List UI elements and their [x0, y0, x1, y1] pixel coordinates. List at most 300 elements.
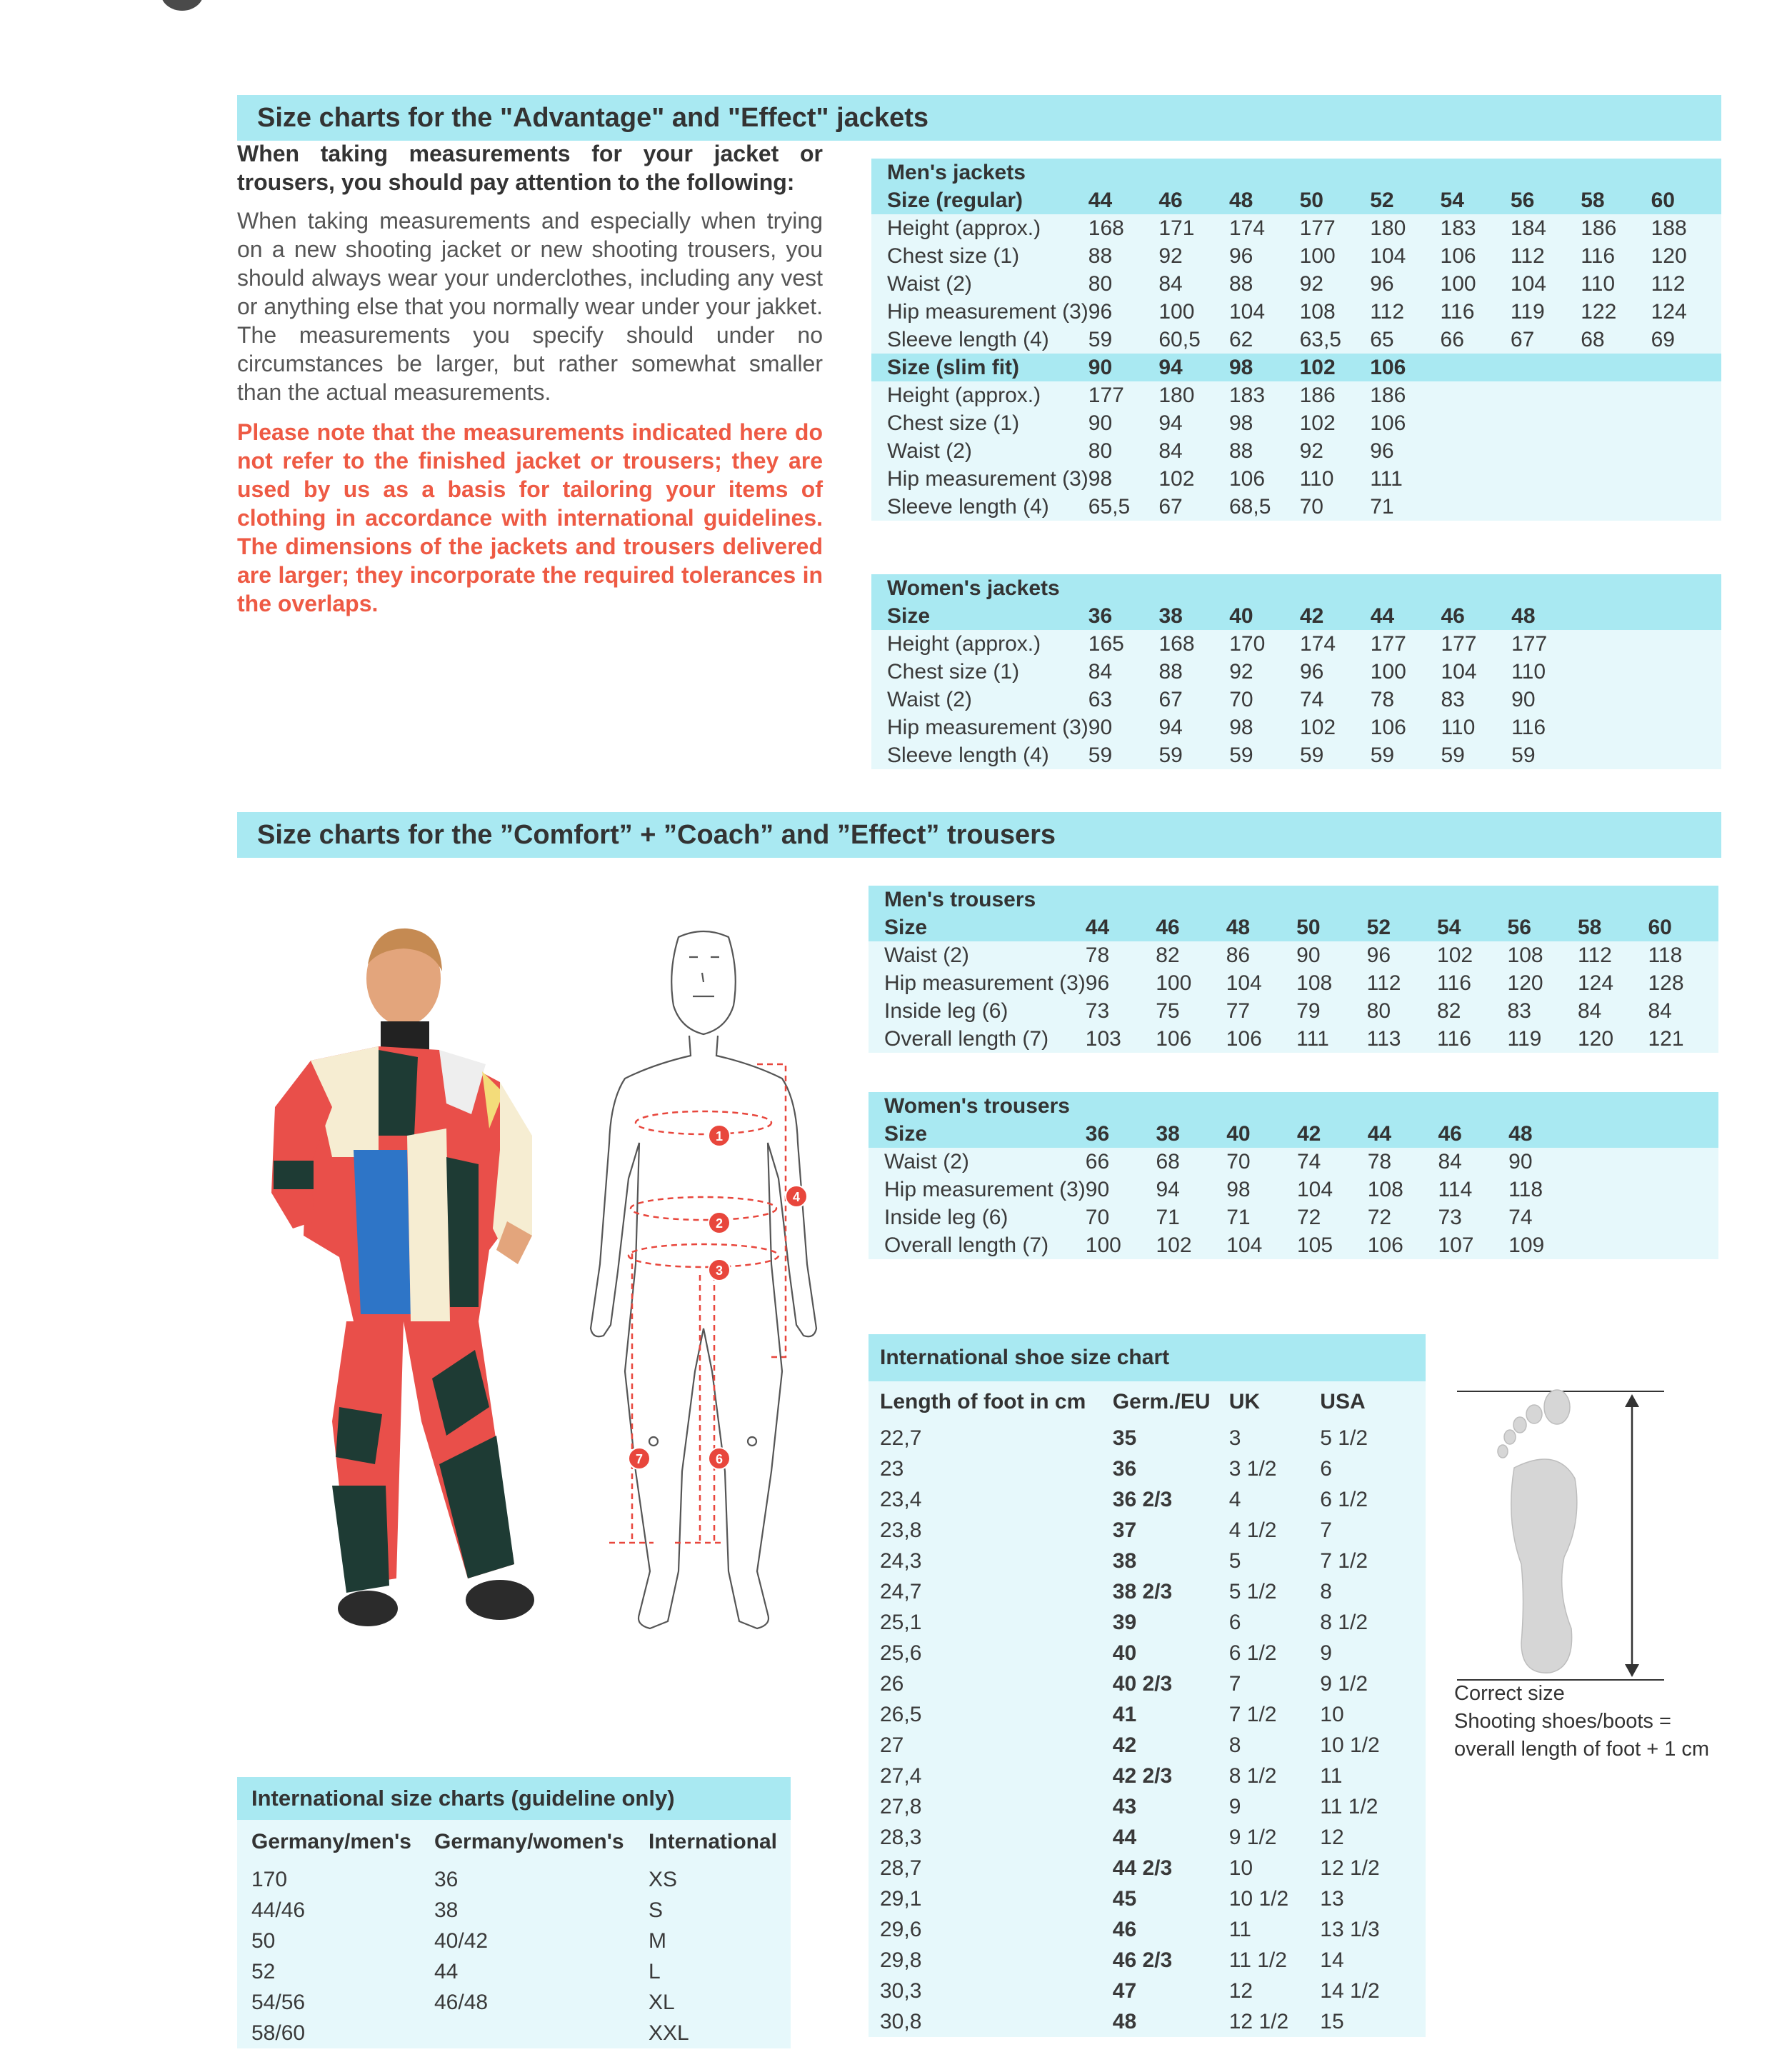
- cell: 183: [1229, 381, 1300, 409]
- size-header: 44: [1371, 602, 1441, 630]
- row-label: Hip measurement (3): [869, 1176, 1086, 1203]
- cell: 39: [1112, 1610, 1137, 1634]
- table-row: [869, 1203, 1718, 1231]
- cell: 67: [1511, 326, 1581, 354]
- cell: 6 1/2: [1228, 1641, 1277, 1665]
- table-row: [237, 1864, 791, 1895]
- cell: 108: [1368, 1176, 1438, 1203]
- size-header: 50: [1300, 186, 1371, 214]
- size-header: 102: [1300, 354, 1371, 381]
- footprint-icon: [1498, 1390, 1577, 1673]
- cell: 108: [1300, 298, 1371, 326]
- cell: 98: [1226, 1176, 1297, 1203]
- cell: 184: [1511, 214, 1581, 242]
- cell: 116: [1511, 714, 1582, 741]
- row-label: Chest size (1): [871, 658, 1088, 686]
- cell: 84: [1648, 997, 1718, 1025]
- cell: 3 1/2: [1228, 1456, 1277, 1481]
- cell: 98: [1229, 714, 1300, 741]
- cell: 38: [434, 1898, 459, 1922]
- cell: M: [649, 1928, 666, 1953]
- cell: 36 2/3: [1112, 1487, 1173, 1511]
- cell: 37: [1112, 1518, 1137, 1542]
- cell: 80: [1367, 997, 1437, 1025]
- cell: 59: [1159, 741, 1230, 769]
- cell: 41: [1112, 1702, 1137, 1726]
- cell: 30,3: [880, 1978, 922, 2003]
- cell: 96: [1367, 941, 1437, 969]
- cell: 24,7: [880, 1579, 922, 1603]
- row-label: Height (approx.): [871, 214, 1088, 242]
- inside-leg-line: [700, 1275, 714, 1543]
- cell: 90: [1088, 409, 1159, 437]
- cell: 170: [251, 1867, 288, 1891]
- cell: 59: [1088, 326, 1159, 354]
- cell: 5 1/2: [1320, 1426, 1368, 1450]
- table-row: [871, 686, 1721, 714]
- international-size-chart: [237, 1777, 791, 2048]
- cell: 96: [1088, 298, 1159, 326]
- size-header: 48: [1508, 1120, 1579, 1148]
- measurement-instructions: [237, 139, 823, 618]
- cell: XL: [649, 1990, 675, 2014]
- cell: 4 1/2: [1228, 1518, 1277, 1542]
- cell: 8 1/2: [1228, 1763, 1277, 1788]
- cell: 88: [1229, 437, 1300, 465]
- cell: 67: [1158, 493, 1229, 521]
- cell: 116: [1581, 242, 1651, 270]
- cell: XS: [649, 1867, 678, 1891]
- cell: 106: [1368, 1231, 1438, 1259]
- cell: 90: [1511, 686, 1582, 714]
- cell: 92: [1229, 658, 1300, 686]
- cell: 65: [1370, 326, 1440, 354]
- cell: 102: [1158, 465, 1229, 493]
- cell: 186: [1581, 214, 1651, 242]
- cell: 102: [1300, 714, 1371, 741]
- cell: 25,6: [880, 1641, 922, 1665]
- row-label: Waist (2): [871, 686, 1088, 714]
- cell: 78: [1371, 686, 1441, 714]
- cell: 46 2/3: [1112, 1948, 1173, 1972]
- jackets-section-title: Size charts for the "Advantage" and "Effect" jackets: [237, 95, 1721, 141]
- row-label: Waist (2): [871, 437, 1088, 465]
- row-label: Hip measurement (3): [871, 714, 1088, 741]
- cell: 7: [1228, 1671, 1241, 1696]
- cell: 27: [880, 1733, 904, 1757]
- cell: 10: [1320, 1702, 1344, 1726]
- cell: 23,4: [880, 1487, 922, 1511]
- cell: 12 1/2: [1320, 1856, 1380, 1880]
- cell: 71: [1226, 1203, 1297, 1231]
- cell: 38: [1112, 1548, 1137, 1573]
- cell: 10 1/2: [1320, 1733, 1380, 1757]
- cell: 66: [1086, 1148, 1156, 1176]
- cell: 70: [1229, 686, 1300, 714]
- row-label: Height (approx.): [871, 381, 1088, 409]
- row-label: Sleeve length (4): [871, 493, 1088, 521]
- row-label: Overall length (7): [869, 1231, 1086, 1259]
- cell: 6 1/2: [1320, 1487, 1368, 1511]
- cell: 84: [1088, 658, 1159, 686]
- cell: XXL: [649, 2021, 689, 2045]
- cell: 186: [1300, 381, 1371, 409]
- cell: 9 1/2: [1228, 1825, 1277, 1849]
- row-label: Sleeve length (4): [871, 326, 1088, 354]
- intl-chart-title: International size charts (guideline only): [237, 1777, 791, 1820]
- table-row: [871, 658, 1721, 686]
- size-label: Size: [869, 1120, 1086, 1148]
- size-header: 50: [1296, 914, 1366, 941]
- size-header: 48: [1229, 186, 1300, 214]
- size-header: 58: [1578, 914, 1648, 941]
- cell: 177: [1511, 630, 1582, 658]
- table-row: [869, 997, 1718, 1025]
- slim-size-label: Size (slim fit): [871, 354, 1088, 381]
- instructions-body: When taking measurements and especially when trying on a new shooting jacket or new shooting trousers, you should always wear your underclothes, including any vest or anything else that you normally wear under your jakket. The measurements you specify should under no circumstances be larger, but rather somewhat smaller than the actual measurements.: [237, 208, 823, 405]
- table-row: [871, 270, 1721, 298]
- cell: 92: [1300, 437, 1371, 465]
- cell: 77: [1226, 997, 1296, 1025]
- cell: 100: [1371, 658, 1441, 686]
- size-header: 42: [1300, 602, 1371, 630]
- cell: 110: [1511, 658, 1582, 686]
- marker-label-chest: 1: [715, 1129, 724, 1143]
- table-row: [869, 941, 1718, 969]
- table-row: [869, 1945, 1426, 1976]
- cell: 30,8: [880, 2009, 922, 2033]
- cell: 46/48: [434, 1990, 489, 2014]
- row-label: Overall length (7): [869, 1025, 1086, 1053]
- size-header: 48: [1226, 914, 1296, 941]
- cell: 106: [1229, 465, 1300, 493]
- cell: 102: [1300, 409, 1371, 437]
- cell: 60,5: [1158, 326, 1229, 354]
- size-header: 36: [1086, 1120, 1156, 1148]
- size-header: 60: [1648, 914, 1718, 941]
- hip-measure-line: [629, 1244, 779, 1267]
- cell: 177: [1088, 381, 1159, 409]
- intl-size-table: [237, 1820, 791, 2048]
- size-header: 46: [1158, 186, 1229, 214]
- cell: 112: [1578, 941, 1648, 969]
- row-label: Hip measurement (3): [871, 465, 1088, 493]
- cell: 121: [1648, 1025, 1718, 1053]
- size-header: 44: [1368, 1120, 1438, 1148]
- cell: 100: [1156, 969, 1226, 997]
- cell: 108: [1296, 969, 1366, 997]
- cell: 68: [1156, 1148, 1227, 1176]
- table-row: [871, 298, 1721, 326]
- table-row: [869, 1423, 1426, 1453]
- size-label: Size: [869, 914, 1086, 941]
- marker-label-overall-length: 7: [635, 1452, 644, 1466]
- cell: 104: [1226, 1231, 1297, 1259]
- cell: 11 1/2: [1228, 1948, 1287, 1972]
- cell: 103: [1086, 1025, 1156, 1053]
- womens-trousers-table: [869, 1092, 1718, 1259]
- cell: 58/60: [251, 2021, 306, 2045]
- waist-measure-line: [631, 1197, 776, 1220]
- cell: 54/56: [251, 1990, 306, 2014]
- cell: 11 1/2: [1320, 1794, 1378, 1818]
- cell: 171: [1158, 214, 1229, 242]
- cell: 59: [1229, 741, 1300, 769]
- cell: 82: [1156, 941, 1226, 969]
- table-row: [871, 741, 1721, 769]
- cell: 94: [1156, 1176, 1227, 1203]
- cell: 118: [1648, 941, 1718, 969]
- cell: 177: [1441, 630, 1511, 658]
- cell: 183: [1441, 214, 1511, 242]
- cell: 96: [1370, 270, 1440, 298]
- row-label: Waist (2): [869, 1148, 1086, 1176]
- cell: 59: [1300, 741, 1371, 769]
- cell: 11: [1228, 1917, 1251, 1941]
- cell: 11: [1320, 1763, 1343, 1788]
- cell: 106: [1370, 409, 1440, 437]
- cell: 26: [880, 1671, 904, 1696]
- table-row: [871, 409, 1721, 437]
- cell: 116: [1437, 1025, 1507, 1053]
- table-row: [869, 1453, 1426, 1484]
- cell: 90: [1088, 714, 1159, 741]
- cell: 168: [1088, 214, 1159, 242]
- table-row: [869, 1914, 1426, 1945]
- cell: 120: [1578, 1025, 1648, 1053]
- cell: 94: [1158, 409, 1229, 437]
- cell: 124: [1578, 969, 1648, 997]
- size-header: 46: [1438, 1120, 1508, 1148]
- table-row: [869, 1515, 1426, 1546]
- cell: 12 1/2: [1228, 2009, 1289, 2033]
- shoe-size-table: [869, 1381, 1426, 2037]
- table-row: [237, 2018, 791, 2048]
- cell: 50: [251, 1928, 276, 1953]
- cell: 96: [1086, 969, 1156, 997]
- cell: 70: [1086, 1203, 1156, 1231]
- column-header: Germany/women's: [434, 1830, 624, 1853]
- cell: 78: [1368, 1148, 1438, 1176]
- figure-body: [591, 1036, 816, 1628]
- cell: 75: [1156, 997, 1226, 1025]
- cell: 74: [1508, 1203, 1579, 1231]
- cell: 96: [1229, 242, 1300, 270]
- cell: 122: [1581, 298, 1651, 326]
- cell: 120: [1651, 242, 1721, 270]
- cell: 106: [1226, 1025, 1296, 1053]
- cell: 38 2/3: [1112, 1579, 1173, 1603]
- cell: 35: [1112, 1426, 1137, 1450]
- cell: 12: [1320, 1825, 1344, 1849]
- marker-label-sleeve: 4: [792, 1190, 801, 1204]
- table-row: [869, 1668, 1426, 1699]
- cell: 66: [1441, 326, 1511, 354]
- cell: 119: [1508, 1025, 1578, 1053]
- cell: 110: [1300, 465, 1371, 493]
- table-row: [869, 1484, 1426, 1515]
- row-label: Chest size (1): [871, 242, 1088, 270]
- cell: [434, 2018, 649, 2048]
- size-header: 94: [1158, 354, 1229, 381]
- table-row: [871, 714, 1721, 741]
- cell: 109: [1508, 1231, 1579, 1259]
- caption-line: Shooting shoes/boots =: [1454, 1710, 1671, 1733]
- size-header: 90: [1088, 354, 1159, 381]
- cell: 42 2/3: [1112, 1763, 1173, 1788]
- cell: 7 1/2: [1228, 1702, 1277, 1726]
- size-header: 40: [1229, 602, 1300, 630]
- marker-label-hip: 3: [715, 1263, 724, 1278]
- cell: 67: [1159, 686, 1230, 714]
- shooter-photo: [232, 921, 568, 1678]
- table-row: [869, 1607, 1426, 1638]
- table-row: [871, 242, 1721, 270]
- chest-measure-line: [636, 1111, 771, 1134]
- size-header: 52: [1370, 186, 1440, 214]
- cell: 111: [1370, 465, 1440, 493]
- cell: 186: [1370, 381, 1440, 409]
- cell: 70: [1226, 1148, 1297, 1176]
- cell: 22,7: [880, 1426, 922, 1450]
- cell: 106: [1156, 1025, 1226, 1053]
- cell: 96: [1300, 658, 1371, 686]
- size-header: 42: [1297, 1120, 1368, 1148]
- table-row: [237, 1987, 791, 2018]
- column-header: Length of foot in cm: [880, 1390, 1086, 1413]
- foot-length-illustration: [1450, 1386, 1678, 1686]
- cell: 104: [1297, 1176, 1368, 1203]
- mens-trousers-title: Men's trousers: [869, 886, 1086, 914]
- size-header: 52: [1367, 914, 1437, 941]
- row-label: Sleeve length (4): [871, 741, 1088, 769]
- table-row: [869, 1025, 1718, 1053]
- table-row: [869, 1176, 1718, 1203]
- cell: 86: [1226, 941, 1296, 969]
- cell: 40 2/3: [1112, 1671, 1173, 1696]
- cell: 28,3: [880, 1825, 922, 1849]
- cell: 90: [1296, 941, 1366, 969]
- cell: 9: [1320, 1641, 1332, 1665]
- cell: 68,5: [1229, 493, 1300, 521]
- cell: 177: [1300, 214, 1371, 242]
- size-header: 54: [1441, 186, 1511, 214]
- table-row: [869, 1546, 1426, 1576]
- cell: 100: [1158, 298, 1229, 326]
- womens-jackets-title: Women's jackets: [871, 574, 1088, 602]
- cell: 104: [1511, 270, 1581, 298]
- table-row: [871, 465, 1721, 493]
- table-row: [869, 1699, 1426, 1730]
- cell: 29,1: [880, 1886, 922, 1911]
- size-label: Size (regular): [871, 186, 1088, 214]
- size-header: 106: [1370, 354, 1440, 381]
- cell: 5 1/2: [1228, 1579, 1277, 1603]
- cell: 107: [1438, 1231, 1508, 1259]
- cell: 92: [1300, 270, 1371, 298]
- cell: 63,5: [1300, 326, 1371, 354]
- cell: 8: [1320, 1579, 1332, 1603]
- row-label: Hip measurement (3): [869, 969, 1086, 997]
- cell: 106: [1371, 714, 1441, 741]
- cell: 98: [1229, 409, 1300, 437]
- size-header: 36: [1088, 602, 1159, 630]
- cell: 110: [1581, 270, 1651, 298]
- cell: 116: [1441, 298, 1511, 326]
- cell: 104: [1370, 242, 1440, 270]
- cell: 62: [1229, 326, 1300, 354]
- cell: 80: [1088, 437, 1159, 465]
- cell: 112: [1651, 270, 1721, 298]
- cell: 13 1/3: [1320, 1917, 1380, 1941]
- cell: 100: [1300, 242, 1371, 270]
- cell: 4: [1228, 1487, 1241, 1511]
- cell: 98: [1088, 465, 1159, 493]
- cell: 112: [1370, 298, 1440, 326]
- cell: 7 1/2: [1320, 1548, 1368, 1573]
- cell: 13: [1320, 1886, 1344, 1911]
- cell: 71: [1370, 493, 1440, 521]
- cell: 88: [1229, 270, 1300, 298]
- size-label: Size: [871, 602, 1088, 630]
- table-row: [871, 493, 1721, 521]
- cell: 23,8: [880, 1518, 922, 1542]
- cell: 84: [1158, 437, 1229, 465]
- cell: 8 1/2: [1320, 1610, 1368, 1634]
- body-measurement-diagram: [568, 929, 832, 1671]
- cell: 92: [1158, 242, 1229, 270]
- cell: 188: [1651, 214, 1721, 242]
- cell: 59: [1511, 741, 1582, 769]
- cell: 6: [1320, 1456, 1332, 1481]
- cell: 84: [1578, 997, 1648, 1025]
- cell: 74: [1297, 1148, 1368, 1176]
- table-row: [871, 437, 1721, 465]
- size-header: 46: [1441, 602, 1511, 630]
- cell: 90: [1508, 1148, 1579, 1176]
- cell: 40: [1112, 1641, 1137, 1665]
- cell: 84: [1158, 270, 1229, 298]
- cell: 96: [1370, 437, 1440, 465]
- cell: 180: [1158, 381, 1229, 409]
- table-row: [869, 1791, 1426, 1822]
- cell: 69: [1651, 326, 1721, 354]
- size-header: 58: [1581, 186, 1651, 214]
- cell: 25,1: [880, 1610, 922, 1634]
- cell: 114: [1438, 1176, 1508, 1203]
- cell: 90: [1086, 1176, 1156, 1203]
- cell: 59: [1371, 741, 1441, 769]
- cell: 174: [1229, 214, 1300, 242]
- corner-decoration: [161, 0, 204, 11]
- cell: 100: [1086, 1231, 1156, 1259]
- cell: 9 1/2: [1320, 1671, 1368, 1696]
- instructions-heading: When taking measurements for your jacket or trousers, you should pay attention to the following:: [237, 141, 823, 195]
- cell: 177: [1371, 630, 1441, 658]
- table-row: [869, 1853, 1426, 1883]
- cell: 45: [1112, 1886, 1137, 1911]
- cell: 180: [1370, 214, 1440, 242]
- row-label: Inside leg (6): [869, 997, 1086, 1025]
- table-row: [869, 1148, 1718, 1176]
- cell: 102: [1156, 1231, 1227, 1259]
- cell: 44: [434, 1959, 459, 1983]
- column-header: USA: [1320, 1390, 1366, 1413]
- caption-line: Correct size: [1454, 1682, 1565, 1705]
- cell: 116: [1437, 969, 1507, 997]
- marker-label-waist: 2: [715, 1216, 724, 1231]
- cell: 106: [1441, 242, 1511, 270]
